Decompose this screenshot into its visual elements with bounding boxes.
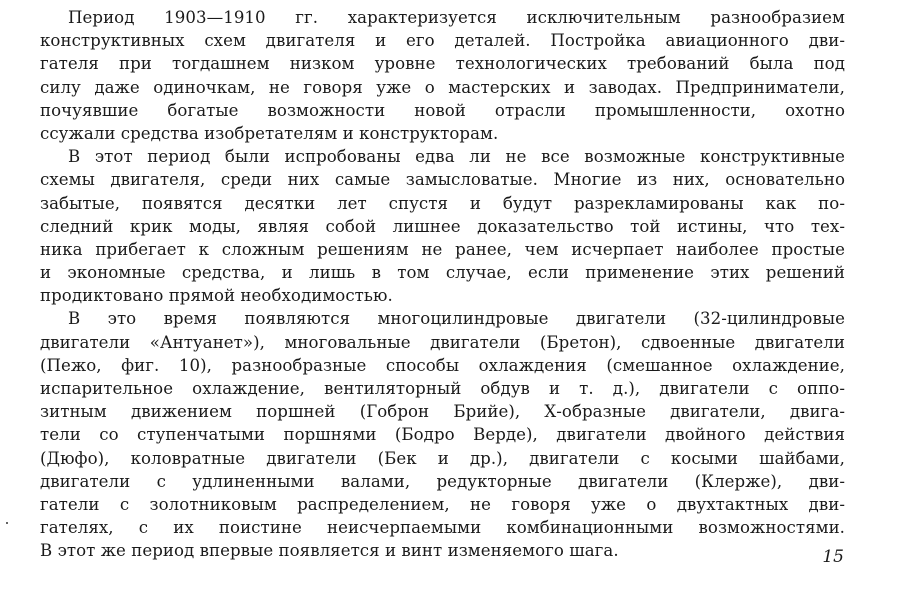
text-line: (Пежо, фиг. 10), разнообразные способы охлаждения (смешанное охлаждение, bbox=[40, 355, 845, 375]
text-line: продиктовано прямой необходимостью. bbox=[40, 286, 393, 306]
text-line: ника прибегает к сложным решениям не ранее, чем исчерпает наиболее простые bbox=[40, 239, 845, 259]
text-line: и экономные средства, и лишь в том случае, если применение этих решений bbox=[40, 263, 845, 283]
text-line: схемы двигателя, среди них самые замысловатые. Многие из них, основательно bbox=[40, 170, 845, 190]
text-line: следний крик моды, являя собой лишнее доказательство той истины, что тех- bbox=[40, 216, 845, 236]
scan-speck bbox=[6, 522, 8, 524]
text-line: конструктивных схем двигателя и его деталей. Постройка авиационного дви- bbox=[40, 31, 845, 51]
text-line: гателя при тогдашнем низком уровне технологических требований была под bbox=[40, 54, 845, 74]
page-number: 15 bbox=[822, 547, 844, 567]
text-line: В это время появляются многоцилиндровые двигатели (32-цилиндровые bbox=[68, 309, 845, 329]
text-line: В этот же период впервые появляется и винт изменяемого шага. bbox=[40, 541, 619, 561]
text-line: Период 1903—1910 гг. характеризуется исключительным разнообразием bbox=[68, 8, 845, 27]
text-line: почуявшие богатые возможности новой отрасли промышленности, охотно bbox=[40, 100, 845, 120]
text-line: испарительное охлаждение, вентиляторный обдув и т. д.), двигатели с оппо- bbox=[40, 379, 845, 398]
paragraph-3 bbox=[40, 307, 845, 562]
text-line: В этот период были испробованы едва ли не все возможные конструктивные bbox=[68, 147, 845, 167]
text-line: ссужали средства изобретателям и конструкторам. bbox=[40, 123, 499, 143]
text-line: зитным движением поршней (Гоброн Брийе), Х-образные двигатели, двига- bbox=[40, 402, 845, 422]
text-line: гатели с золотниковым распределением, не говоря уже о двухтактных дви- bbox=[40, 494, 845, 514]
text-line: тели со ступенчатыми поршнями (Бодро Верде), двигатели двойного действия bbox=[40, 425, 845, 445]
paragraph-1 bbox=[40, 6, 845, 145]
text-line: силу даже одиночкам, не говоря уже о мастерских и заводах. Предприниматели, bbox=[40, 77, 845, 97]
body-text bbox=[40, 6, 845, 563]
text-line: забытые, появятся десятки лет спустя и будут разрекламированы как по- bbox=[40, 193, 845, 213]
text-line: гателях, с их поистине неисчерпаемыми комбинационными возможностями. bbox=[40, 518, 845, 538]
paragraph-2 bbox=[40, 145, 845, 307]
text-line: двигатели «Антуанет»), многовальные двигатели (Бретон), сдвоенные двигатели bbox=[40, 332, 845, 352]
text-line: (Дюфо), коловратные двигатели (Бек и др.), двигатели с косыми шайбами, bbox=[40, 448, 845, 468]
text-line: двигатели с удлиненными валами, редукторные двигатели (Клерже), дви- bbox=[40, 471, 845, 491]
